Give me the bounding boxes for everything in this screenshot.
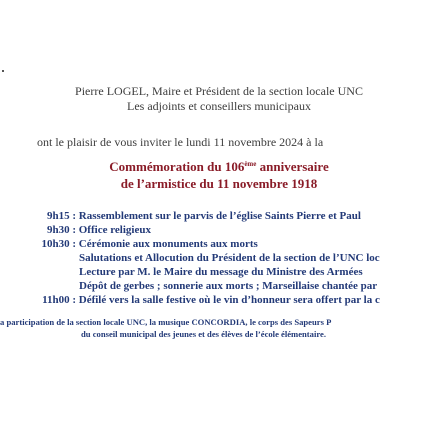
program-text: Cérémonie aux monuments aux morts	[78, 238, 258, 250]
program-item	[0, 238, 258, 250]
margin-mark	[2, 70, 4, 72]
program-text: Lecture par M. le Maire du message du Ministre des Armées	[79, 266, 363, 278]
program-time: 10h30 :	[41, 238, 76, 250]
program-text: Rassemblement sur le parvis de l’église Saints Pierre et Paul	[78, 210, 361, 222]
event-title-pre: Commémoration du 106	[109, 159, 245, 174]
host-line: Pierre LOGEL, Maire et Président de la section locale UNC	[75, 84, 363, 98]
event-title-sup: ème	[244, 160, 257, 168]
program-text: Défilé vers la salle festive où le vin d’honneur sera offert par la c	[78, 294, 380, 306]
footer-line1: a participation de la section locale UNC, la musique CONCORDIA, le corps des Sapeurs P	[0, 317, 332, 327]
program-item	[0, 224, 151, 236]
program-text: Salutations et Allocution du Président de la section de l’UNC loc	[79, 252, 380, 264]
event-title-line1	[0, 159, 438, 175]
program-text: Dépôt de gerbes ; sonnerie aux morts ; Marseillaise chantée par	[79, 280, 378, 292]
event-title-post: anniversaire	[256, 159, 329, 174]
program-item	[0, 210, 361, 222]
program-time: 9h15 :	[46, 210, 76, 222]
invite-line: ont le plaisir de vous inviter le lundi 11 novembre 2024 à la	[37, 135, 324, 149]
program-text: Office religieux	[78, 224, 151, 236]
co-host-line: Les adjoints et conseillers municipaux	[127, 99, 311, 113]
footer-line2: du conseil municipal des jeunes et des élèves de l’école élémentaire.	[81, 329, 326, 339]
program-item	[79, 280, 377, 292]
program-item	[0, 294, 380, 306]
event-title-line2: de l’armistice du 11 novembre 1918	[120, 176, 318, 191]
program-time: 9h30 :	[46, 224, 76, 236]
program-item	[79, 266, 363, 278]
program-time: 11h00 :	[42, 294, 76, 306]
program-item	[79, 252, 380, 264]
